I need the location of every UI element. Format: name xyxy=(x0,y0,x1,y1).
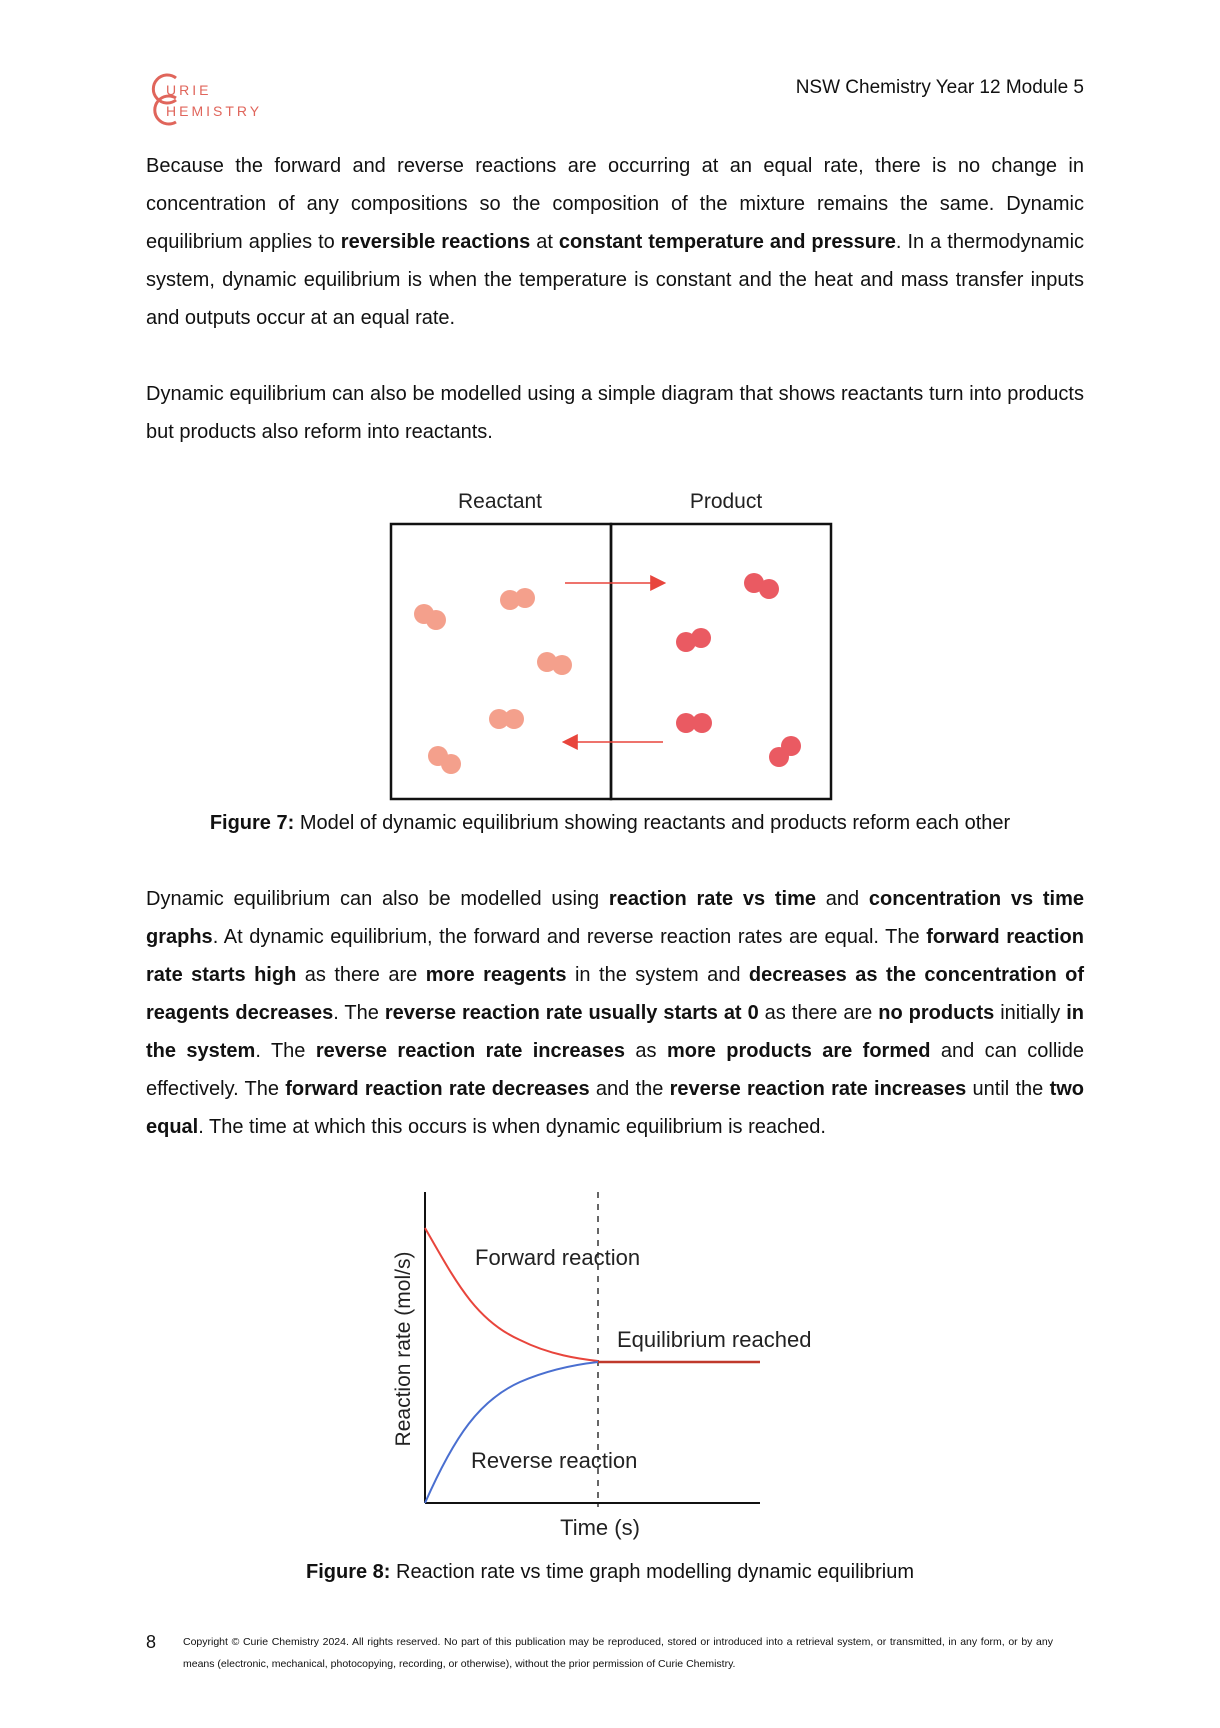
reactant-molecule xyxy=(489,709,524,729)
text-run: as there are xyxy=(758,1002,879,1024)
forward-reaction-label: Forward reaction xyxy=(475,1245,641,1270)
figure-8-reaction-rate-graph xyxy=(380,1185,850,1550)
bold-text-run: decreases as the concentration of reagents decreases xyxy=(146,964,1084,1024)
product-molecule xyxy=(769,736,801,767)
text-run: and can collide effectively. The xyxy=(146,1040,1084,1100)
figure-8-caption-label: Figure 8: xyxy=(305,1561,391,1583)
reactant-molecule xyxy=(500,588,535,610)
product-molecule xyxy=(676,628,711,652)
text-run: and xyxy=(816,888,869,910)
text-run: initially xyxy=(994,1002,1067,1024)
text-run: and the xyxy=(589,1078,670,1100)
figure-8-caption-text: Reaction rate vs time graph modelling dynamic equilibrium xyxy=(390,1561,915,1583)
reactant-molecule xyxy=(428,746,461,774)
bold-text-run: more reagents xyxy=(425,964,567,986)
figure-8-caption xyxy=(0,1561,1220,1584)
product-molecules xyxy=(676,573,801,767)
text-run: Dynamic equilibrium can also be modelled using a simple diagram that shows reactants turn into products but products also reform into reactants. xyxy=(146,383,1084,443)
text-run: as there are xyxy=(296,964,426,986)
paragraph-diagram-model xyxy=(146,375,1084,451)
text-run: Because the forward and reverse reactions are occurring at an equal rate, there is no change in concentration of any compositions so the composition of the mixture remains the same. Dynamic equilibrium applies to xyxy=(146,155,1084,253)
bold-text-run: reverse reaction rate increases xyxy=(315,1040,626,1062)
bold-text-run: constant temperature and pressure xyxy=(558,231,896,253)
bold-text-run: reverse reaction rate usually starts at 0 xyxy=(384,1002,759,1024)
bold-text-run: two equal xyxy=(146,1078,1084,1138)
text-run: . The xyxy=(255,1040,316,1062)
bold-text-run: reversible reactions xyxy=(340,231,531,253)
text-run: . In a thermodynamic system, dynamic equilibrium is when the temperature is constant and the heat and mass transfer inputs and outputs occur at an equal rate. xyxy=(146,231,1085,329)
product-box xyxy=(611,524,831,799)
text-run: at xyxy=(530,231,559,253)
header-title: NSW Chemistry Year 12 Module 5 xyxy=(795,77,1084,98)
text-run: . The xyxy=(333,1002,385,1024)
reactant-molecule xyxy=(414,604,446,630)
bold-text-run: no products xyxy=(878,1002,995,1024)
paragraph-rate-graph xyxy=(146,880,1084,1146)
logo-line-1: URIE xyxy=(166,82,212,98)
product-label: Product xyxy=(689,490,763,513)
logo-mark-icon xyxy=(146,70,182,128)
text-run: . At dynamic equilibrium, the forward and reverse reaction rates are equal. The xyxy=(212,926,927,948)
bold-text-run: reverse reaction rate increases xyxy=(669,1078,967,1100)
reverse-reaction-curve xyxy=(425,1362,598,1503)
figure-7-caption xyxy=(0,812,1220,835)
reactant-molecule xyxy=(537,652,572,675)
bold-text-run: more products are formed xyxy=(666,1040,931,1062)
y-axis-label: Reaction rate (mol/s) xyxy=(392,1251,415,1447)
figure-7-caption-text: Model of dynamic equilibrium showing reactants and products reform each other xyxy=(294,812,1011,834)
copyright-notice: Copyright © Curie Chemistry 2024. All rights reserved. No part of this publication may be reproduced, stored or introduced into a retrieval system, or transmitted, in any form, or by any means (electronic, mechanical, photocopying, recording, or otherwise), without the prior permission of Curie Chemistry. xyxy=(183,1636,1053,1670)
paragraph-dynamic-equilibrium-intro xyxy=(146,147,1084,337)
figure-7-caption-label: Figure 7: xyxy=(209,812,295,834)
logo-line-2: HEMISTRY xyxy=(166,103,263,119)
product-molecule xyxy=(744,573,779,599)
bold-text-run: forward reaction rate decreases xyxy=(285,1078,590,1100)
reverse-reaction-label: Reverse reaction xyxy=(471,1448,638,1473)
bold-text-run: concentration vs time graphs xyxy=(146,888,1085,948)
figure-7-diagram xyxy=(380,485,840,803)
product-molecule xyxy=(676,713,712,733)
bold-text-run: reaction rate vs time xyxy=(608,888,817,910)
reactant-label: Reactant xyxy=(457,490,543,513)
text-run: in the system and xyxy=(566,964,749,986)
text-run: until the xyxy=(966,1078,1050,1100)
text-run: as xyxy=(625,1040,667,1062)
page-number: 8 xyxy=(146,1632,157,1652)
bold-text-run: in the system xyxy=(146,1002,1084,1062)
bold-text-run: forward reaction rate starts high xyxy=(146,926,1084,986)
text-run: . The time at which this occurs is when dynamic equilibrium is reached. xyxy=(198,1116,826,1138)
equilibrium-reached-label: Equilibrium reached xyxy=(617,1327,812,1352)
reactant-box xyxy=(391,524,611,799)
reactant-molecules xyxy=(414,588,572,774)
text-run: Dynamic equilibrium can also be modelled using xyxy=(146,888,609,910)
x-axis-label: Time (s) xyxy=(560,1515,640,1540)
curie-chemistry-logo xyxy=(146,70,296,130)
